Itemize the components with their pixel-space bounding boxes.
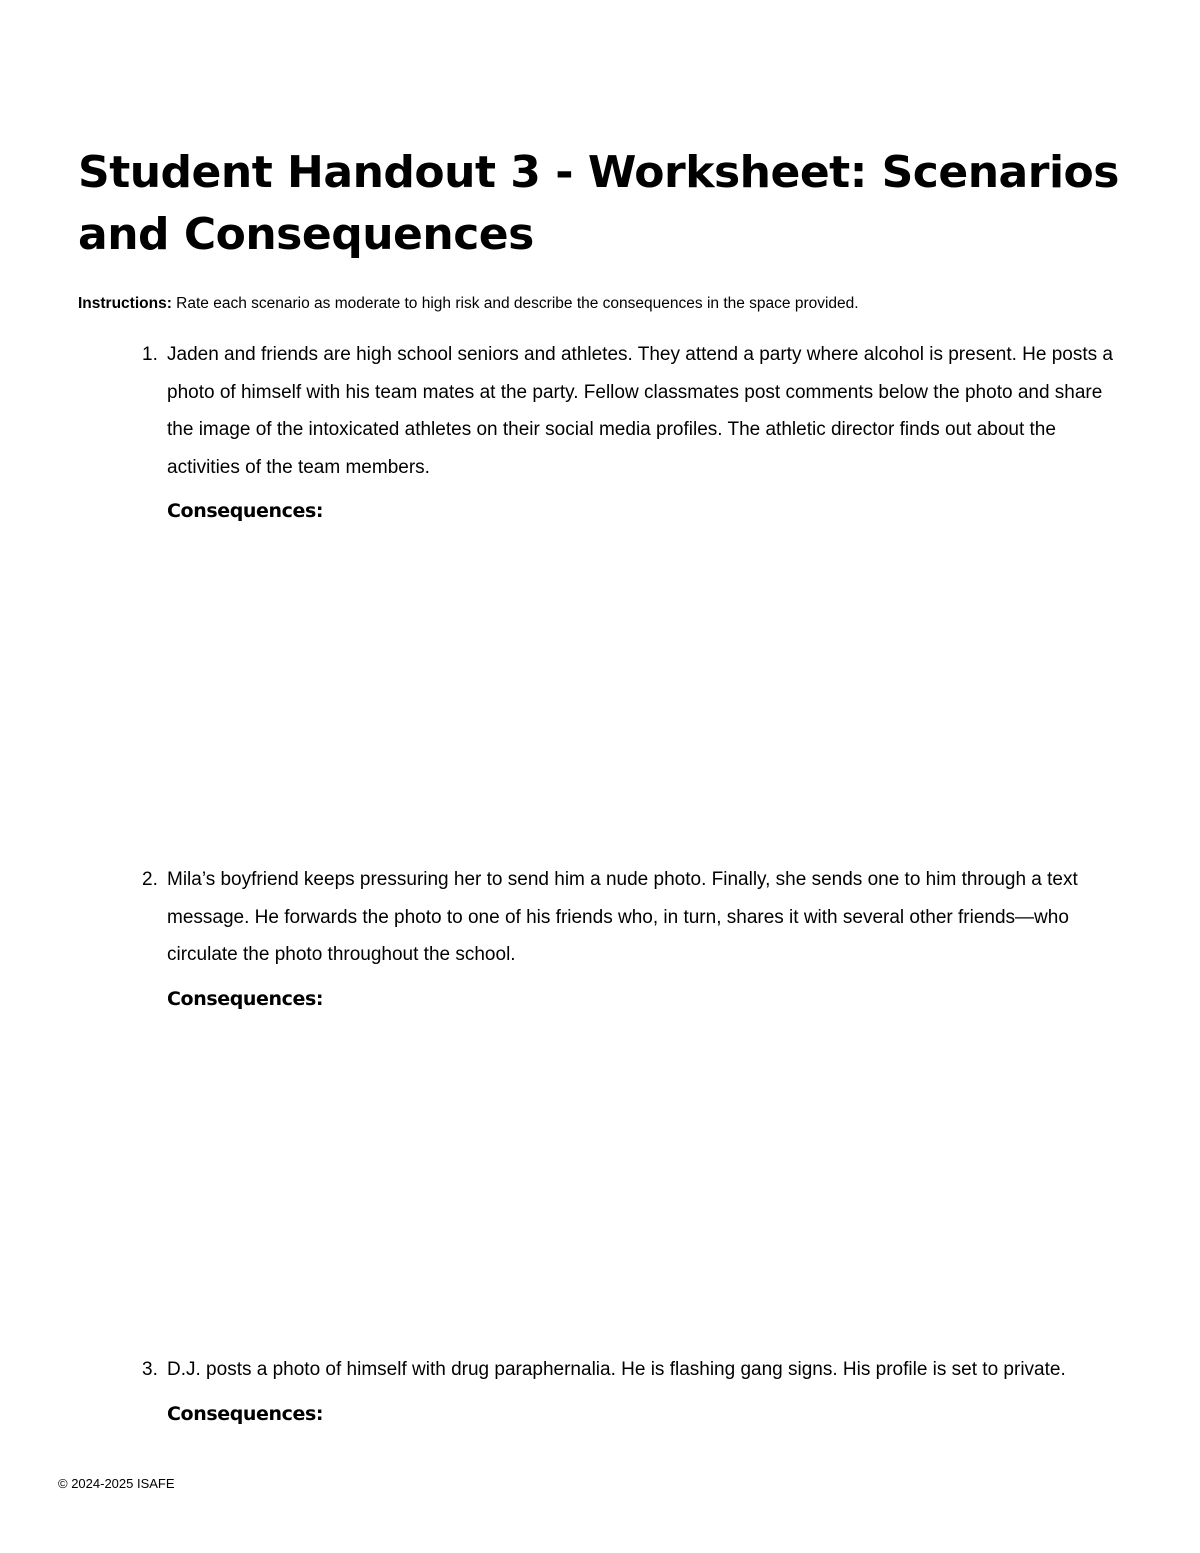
- scenario-text: D.J. posts a photo of himself with drug paraphernalia. He is flashing gang signs. His profile is set to private.: [167, 1359, 1066, 1380]
- scenario-number: 1.: [142, 344, 158, 365]
- consequences-label: Consequences:: [167, 987, 324, 1010]
- instructions-label: Instructions:: [78, 295, 172, 312]
- consequences-label: Consequences:: [167, 500, 324, 522]
- consequences-label: Consequences:: [167, 1402, 324, 1425]
- scenario-text: Jaden and friends are high school seniors and athletes. They attend a party where alcohol is present. He posts a photo of himself with his team mates at the party. Fellow classmates post comments below the photo and share the image of the intoxicated athletes on their social media profiles. The athletic director finds out about the activities of the team members.: [167, 344, 1114, 478]
- copyright-footer: © 2024-2025 ISAFE: [58, 1476, 175, 1491]
- scenario-number: 3.: [142, 1359, 158, 1380]
- page-title: Student Handout 3 - Worksheet: Scenarios and Consequences: [78, 147, 1119, 260]
- scenario-number: 2.: [142, 869, 158, 890]
- scenario-item: [142, 861, 1132, 1014]
- scenario-item: [142, 336, 1132, 526]
- instructions: [78, 294, 1158, 314]
- instructions-text: Rate each scenario as moderate to high risk and describe the consequences in the space provided.: [171, 295, 859, 312]
- scenario-text: Mila’s boyfriend keeps pressuring her to send him a nude photo. Finally, she sends one to him through a text message. He forwards the photo to one of his friends who, in turn, shares it with several other friends—who circulate the photo throughout the school.: [167, 869, 1078, 965]
- scenario-item: [142, 1351, 1132, 1429]
